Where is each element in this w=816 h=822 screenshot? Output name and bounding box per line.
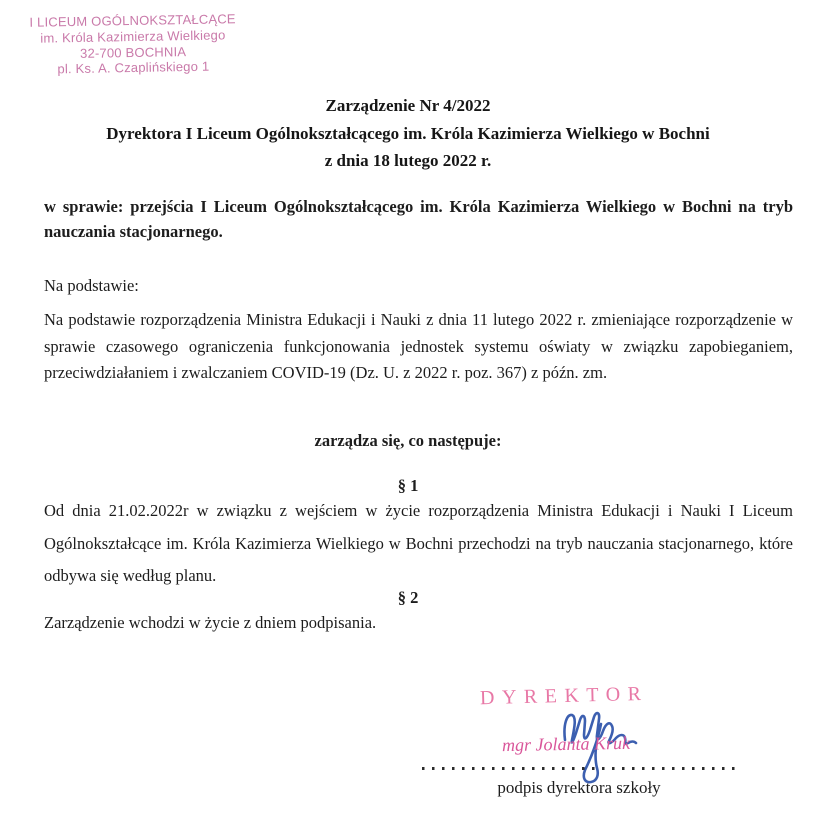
- legal-basis-paragraph: Na podstawie rozporządzenia Ministra Edukacji i Nauki z dnia 11 lutego 2022 r. zmieniające rozporządzenie w sprawie czasowego ograniczenia funkcjonowania jednostek systemu oświaty w związku zapobieganiem, przeciwdziałaniem i zwalczaniem COVID-19 (Dz. U. z 2022 r. poz. 367) z późn. zm.: [44, 310, 793, 382]
- school-stamp: [27, 11, 238, 78]
- school-stamp-line: im. Króla Kazimierza Wielkiego: [40, 27, 226, 46]
- document-title: [0, 92, 816, 175]
- title-line-number: Zarządzenie Nr 4/2022: [325, 96, 491, 115]
- section-1-paragraph: Od dnia 21.02.2022r w związku z wejściem w życie rozporządzenia Ministra Edukacji i Nauki I Liceum Ogólnokształcące im. Króla Kazimierza Wielkiego w Bochni przechodzi na tryb nauczania stacjonarnego, które odbywa się według planu.: [44, 501, 793, 585]
- subject-paragraph: w sprawie: przejścia I Liceum Ogólnokształcącego im. Króla Kazimierza Wielkiego w Bochni na tryb nauczania stacjonarnego.: [44, 197, 793, 241]
- school-stamp-line: pl. Ks. A. Czaplińskiego 1: [57, 59, 210, 77]
- section-1-number: § 1: [397, 476, 419, 495]
- school-stamp-line: I LICEUM OGÓLNOKSZTAŁCĄCE: [29, 11, 236, 30]
- section-2-paragraph: Zarządzenie wchodzi w życie z dniem podpisania.: [44, 613, 377, 632]
- order-heading: zarządza się, co następuje:: [314, 431, 502, 450]
- director-name-stamp: mgr Jolanta Kruk: [501, 732, 631, 756]
- school-stamp-line: 32-700 BOCHNIA: [79, 43, 187, 61]
- signature-caption: podpis dyrektora szkoły: [497, 778, 661, 797]
- director-title-stamp: DYREKTOR: [479, 682, 649, 710]
- legal-basis-label: Na podstawie:: [44, 276, 139, 295]
- signature-dotted-line: [422, 767, 736, 770]
- title-line-date: z dnia 18 lutego 2022 r.: [324, 151, 492, 170]
- section-2-number: § 2: [397, 588, 419, 607]
- title-line-issuer: Dyrektora I Liceum Ogólnokształcącego im. Króla Kazimierza Wielkiego w Bochni: [106, 123, 710, 143]
